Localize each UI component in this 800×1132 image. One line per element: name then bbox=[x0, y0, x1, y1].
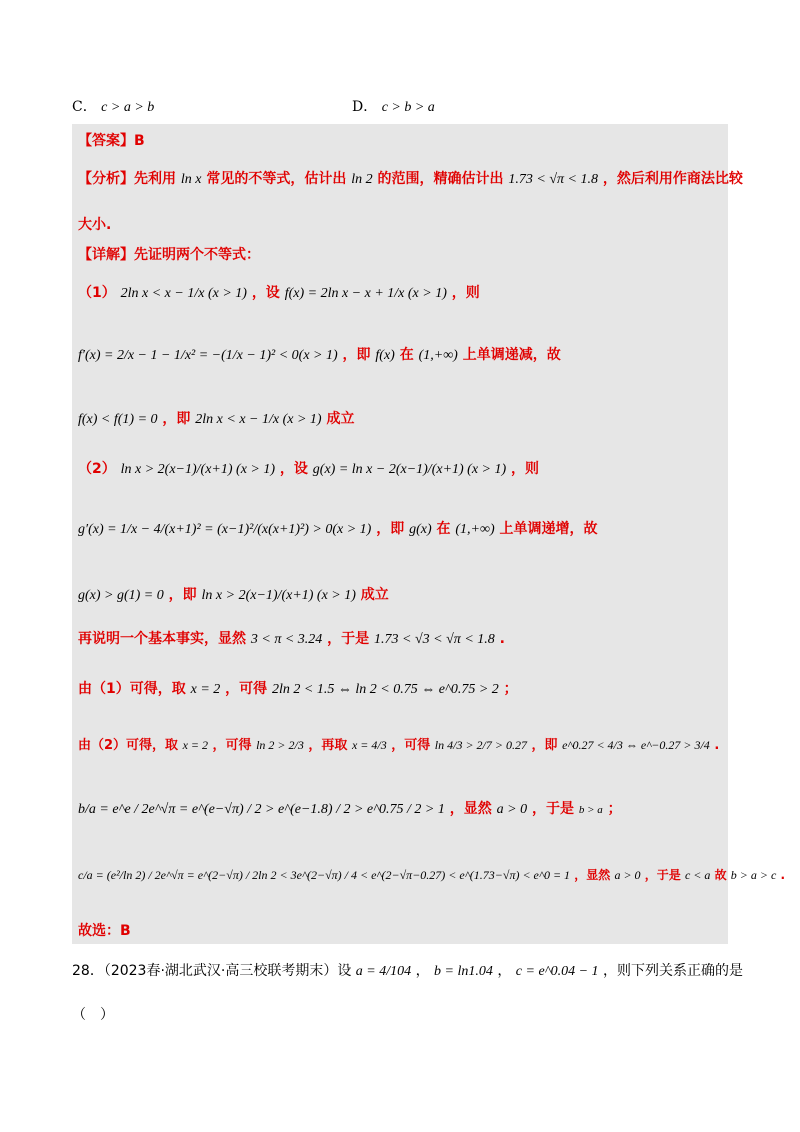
detail-line-11 bbox=[78, 866, 785, 883]
l1-t2: ，设 bbox=[251, 285, 280, 301]
analysis-math-3: 1.73 < √π < 1.8 bbox=[508, 172, 598, 187]
l4-t3: ，则 bbox=[511, 461, 540, 477]
l7-t3: . bbox=[499, 631, 505, 647]
q28-sep1: ， bbox=[415, 963, 430, 979]
l9-t3: ，再取 bbox=[308, 738, 348, 753]
l6-m2: ln x > 2(x−1)/(x+1) (x > 1) bbox=[201, 588, 356, 603]
l5-m1: g′(x) = 1/x − 4/(x+1)² = (x−1)²/(x(x+1)²) > 0(x > 1) bbox=[78, 522, 372, 537]
q28-c: c = e^0.04 − 1 bbox=[515, 964, 599, 979]
l10-m3: b > a bbox=[578, 804, 603, 816]
detail-intro: 【详解】先证明两个不等式： bbox=[78, 247, 260, 263]
l9-t2: ，可得 bbox=[212, 738, 252, 753]
analysis-text-4: ，然后利用作商法比较 bbox=[602, 171, 743, 187]
l3-m2: 2ln x < x − 1/x (x > 1) bbox=[195, 412, 322, 427]
option-d-expr: c > b > a bbox=[381, 100, 435, 115]
detail-line-6 bbox=[78, 584, 389, 604]
l5-t1: ，即 bbox=[376, 521, 405, 537]
l9-t5: ，即 bbox=[531, 738, 558, 753]
option-c-letter: C． bbox=[72, 99, 97, 115]
l11-m3: c < a bbox=[684, 868, 711, 882]
l1-t3: ，则 bbox=[451, 285, 480, 301]
l4-m2: g(x) = ln x − 2(x−1)/(x+1) (x > 1) bbox=[312, 462, 507, 477]
l9-m5: e^0.27 < 4/3 ⇔ e^−0.27 > 3/4 bbox=[562, 738, 710, 752]
l4-t2: ，设 bbox=[279, 461, 308, 477]
analysis-math-2: ln 2 bbox=[351, 172, 373, 187]
l8-m2: 2ln 2 < 1.5 ⇔ ln 2 < 0.75 ⇔ e^0.75 > 2 bbox=[272, 682, 499, 697]
question-28-paren: （ ） bbox=[72, 1007, 114, 1023]
l9-t6: . bbox=[714, 738, 720, 753]
l11-t4: . bbox=[780, 868, 786, 882]
l9-t4: ，可得 bbox=[391, 738, 431, 753]
l7-t1: 再说明一个基本事实，显然 bbox=[78, 631, 246, 647]
l9-m1: x = 2 bbox=[182, 738, 209, 752]
l2-t3: 上单调递减，故 bbox=[462, 347, 561, 363]
l11-m4: b > a > c bbox=[730, 868, 777, 882]
l5-t3: 上单调递增，故 bbox=[499, 521, 598, 537]
analysis-line-1 bbox=[78, 168, 743, 188]
choose-answer: 故选：B bbox=[78, 923, 131, 939]
l10-t1: ，显然 bbox=[449, 801, 492, 817]
detail-line-1 bbox=[78, 282, 480, 302]
q28-sep2: ， bbox=[497, 963, 512, 979]
detail-line-10 bbox=[78, 798, 622, 818]
l9-m2: ln 2 > 2/3 bbox=[256, 738, 304, 752]
l2-t1: ，即 bbox=[342, 347, 371, 363]
l10-m2: a > 0 bbox=[496, 802, 528, 817]
option-d-letter: D． bbox=[352, 99, 378, 115]
l3-t2: 成立 bbox=[326, 411, 355, 427]
l7-m2: 1.73 < √3 < √π < 1.8 bbox=[374, 632, 495, 647]
q28-a: a = 4/104 bbox=[355, 964, 412, 979]
l2-m2: f(x) bbox=[375, 348, 395, 363]
analysis-text-3: 的范围，精确估计出 bbox=[377, 171, 504, 187]
option-c-expr: c > a > b bbox=[101, 100, 155, 115]
analysis-text-1: 【分析】先利用 bbox=[78, 171, 176, 187]
q28-b: b = ln1.04 bbox=[434, 964, 493, 979]
l8-t2: ，可得 bbox=[225, 681, 268, 697]
l7-m1: 3 < π < 3.24 bbox=[250, 632, 323, 647]
l11-t2: ，于是 bbox=[644, 868, 681, 882]
l10-m1: b/a = e^e / 2e^√π = e^(e−√π) / 2 > e^(e−1.8) / 2 > e^0.75 / 2 > 1 bbox=[78, 802, 445, 817]
l4-m1: ln x > 2(x−1)/(x+1) (x > 1) bbox=[120, 462, 276, 477]
l5-t2: 在 bbox=[436, 521, 451, 537]
l11-t1: ，显然 bbox=[574, 868, 611, 882]
option-d bbox=[352, 96, 435, 116]
l11-m1: c/a = (e²/ln 2) / 2e^√π = e^(2−√π) / 2ln 2 < 3e^(2−√π) / 4 < e^(2−√π−0.27) < e^(1.73−√π) < e^0 = 1 bbox=[78, 868, 571, 882]
l11-t3: 故 bbox=[714, 868, 727, 882]
l5-m2: g(x) bbox=[409, 522, 432, 537]
l9-m3: x = 4/3 bbox=[351, 738, 387, 752]
l4-t1: （2） bbox=[78, 461, 116, 477]
detail-line-7 bbox=[78, 628, 505, 648]
answer-label: 【答案】B bbox=[78, 133, 145, 149]
l1-m1: 2ln x < x − 1/x (x > 1) bbox=[120, 286, 247, 301]
option-c bbox=[72, 96, 154, 116]
detail-line-5 bbox=[78, 518, 598, 538]
q28-tail: ，则下列关系正确的是 bbox=[602, 963, 743, 979]
l2-t2: 在 bbox=[399, 347, 414, 363]
l1-m2: f(x) = 2ln x − x + 1/x (x > 1) bbox=[284, 286, 447, 301]
l3-m1: f(x) < f(1) = 0 bbox=[78, 412, 158, 427]
l10-t3: ； bbox=[607, 801, 622, 817]
question-28 bbox=[72, 960, 743, 980]
detail-line-8 bbox=[78, 678, 518, 698]
l5-m3: (1,+∞) bbox=[455, 522, 495, 537]
l9-m4: ln 4/3 > 2/7 > 0.27 bbox=[434, 738, 527, 752]
l2-m1: f′(x) = 2/x − 1 − 1/x² = −(1/x − 1)² < 0(x > 1) bbox=[78, 348, 338, 363]
l6-t2: 成立 bbox=[360, 587, 389, 603]
analysis-math-1: ln x bbox=[180, 172, 202, 187]
l6-t1: ，即 bbox=[168, 587, 197, 603]
l9-t1: 由（2）可得，取 bbox=[78, 738, 179, 753]
l8-t1: 由（1）可得，取 bbox=[78, 681, 186, 697]
l7-t2: ，于是 bbox=[327, 631, 370, 647]
detail-line-2 bbox=[78, 344, 561, 364]
l11-m2: a > 0 bbox=[614, 868, 641, 882]
analysis-text-2: 常见的不等式，估计出 bbox=[206, 171, 347, 187]
l10-t2: ，于是 bbox=[531, 801, 574, 817]
l8-m1: x = 2 bbox=[190, 682, 221, 697]
l1-t1: （1） bbox=[78, 285, 116, 301]
l8-t3: ； bbox=[503, 681, 518, 697]
l6-m1: g(x) > g(1) = 0 bbox=[78, 588, 164, 603]
l2-m3: (1,+∞) bbox=[418, 348, 458, 363]
analysis-line-2: 大小. bbox=[78, 217, 112, 233]
detail-line-4 bbox=[78, 458, 539, 478]
q28-text: 28．（2023春·湖北武汉·高三校联考期末）设 bbox=[72, 963, 352, 979]
detail-line-3 bbox=[78, 408, 354, 428]
detail-line-9 bbox=[78, 734, 719, 753]
l3-t1: ，即 bbox=[162, 411, 191, 427]
